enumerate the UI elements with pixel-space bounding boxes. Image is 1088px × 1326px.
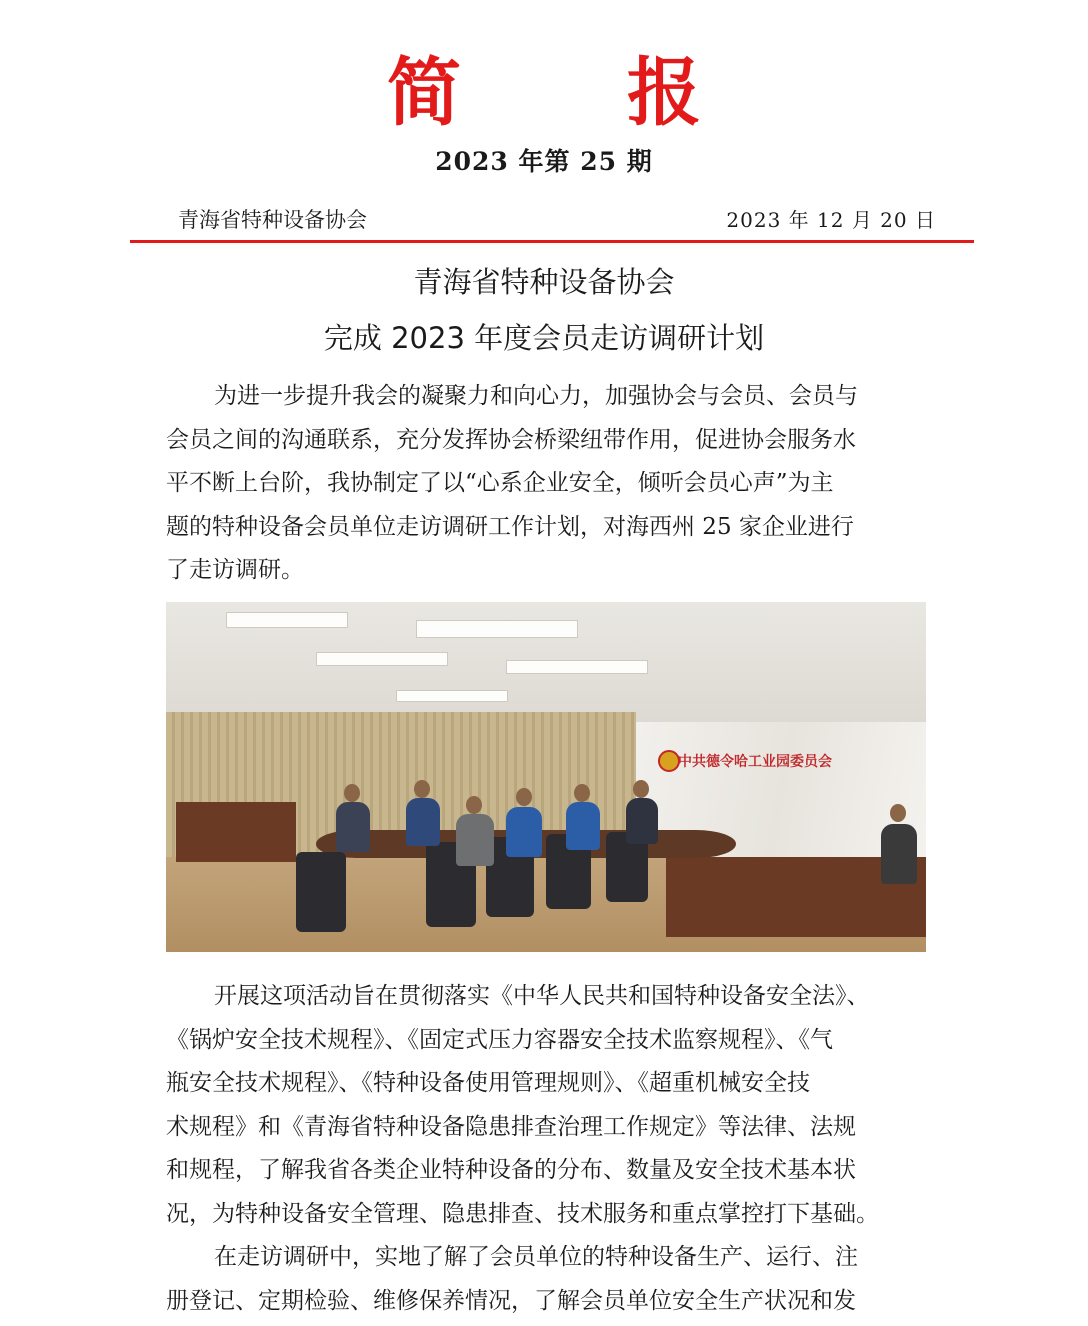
attendee <box>456 814 494 866</box>
paragraph-2-line: 术规程》和《青海省特种设备隐患排查治理工作规定》等法律、法规 <box>166 1113 856 1140</box>
publish-date: 2023 年 12 月 20 日 <box>726 208 936 232</box>
attendee <box>406 798 440 846</box>
ceiling-light <box>226 612 348 628</box>
paragraph-1-line: 平不断上台阶，我协制定了以“心系企业安全，倾听会员心声”为主 <box>166 470 834 496</box>
paragraph-1-line: 会员之间的沟通联系，充分发挥协会桥梁纽带作用，促进协会服务水 <box>166 426 856 453</box>
issue-number: 2023 年第 25 期 <box>435 147 653 176</box>
ceiling-light <box>316 652 448 666</box>
attendee <box>566 802 600 850</box>
attendee-head <box>516 788 532 806</box>
paragraph-2-line: 瓶安全技术规程》、《特种设备使用管理规则》、《超重机械安全技 <box>166 1070 810 1096</box>
paragraph-1-line: 了走访调研。 <box>166 557 304 583</box>
attendee-head <box>414 780 430 798</box>
party-emblem-icon <box>658 750 680 772</box>
attendee-head <box>890 804 906 822</box>
wooden-cabinet <box>176 802 296 862</box>
attendee <box>881 824 917 884</box>
publisher-org: 青海省特种设备协会 <box>178 208 367 232</box>
attendee-head <box>574 784 590 802</box>
paragraph-2-line: 开展这项活动旨在贯彻落实《中华人民共和国特种设备安全法》、 <box>214 983 870 1009</box>
paragraph-2-line: 况，为特种设备安全管理、隐患排查、技术服务和重点掌控打下基础。 <box>166 1200 879 1227</box>
attendee <box>626 798 658 844</box>
ceiling-light <box>396 690 508 702</box>
article-title-line-1: 青海省特种设备协会 <box>413 265 675 299</box>
attendee <box>506 807 542 857</box>
chair <box>296 852 346 932</box>
paragraph-2-line: 和规程，了解我省各类企业特种设备的分布、数量及安全技术基本状 <box>166 1157 856 1183</box>
paragraph-1-line: 为进一步提升我会的凝聚力和向心力，加强协会与会员、会员与 <box>214 383 858 409</box>
masthead-char-1: 简 <box>387 50 461 136</box>
paragraph-2-line: 《锅炉安全技术规程》、《固定式压力容器安全技术监察规程》、《气 <box>166 1026 833 1053</box>
paragraph-3-line: 在走访调研中，实地了解了会员单位的特种设备生产、运行、注 <box>214 1244 858 1270</box>
header-divider <box>130 240 974 243</box>
masthead-title <box>0 48 1088 138</box>
photo-banner-text: 中共德令哈工业园委员会 <box>678 754 832 770</box>
paragraph-3-line: 册登记、定期检验、维修保养情况，了解会员单位安全生产状况和发 <box>166 1287 856 1314</box>
paragraph-3 <box>166 1236 926 1323</box>
attendee-head <box>466 796 482 814</box>
meeting-photo <box>166 602 926 952</box>
attendee <box>336 802 370 852</box>
attendee-head <box>344 784 360 802</box>
attendee-head <box>633 780 649 798</box>
masthead-char-2: 报 <box>627 50 701 136</box>
paragraph-1-line: 题的特种设备会员单位走访调研工作计划，对海西州 25 家企业进行 <box>166 513 854 540</box>
article-title-line-2: 完成 2023 年度会员走访调研计划 <box>323 321 765 355</box>
ceiling-light <box>416 620 578 638</box>
paragraph-2 <box>166 975 926 1236</box>
paragraph-1 <box>166 375 926 593</box>
ceiling-light <box>506 660 648 674</box>
